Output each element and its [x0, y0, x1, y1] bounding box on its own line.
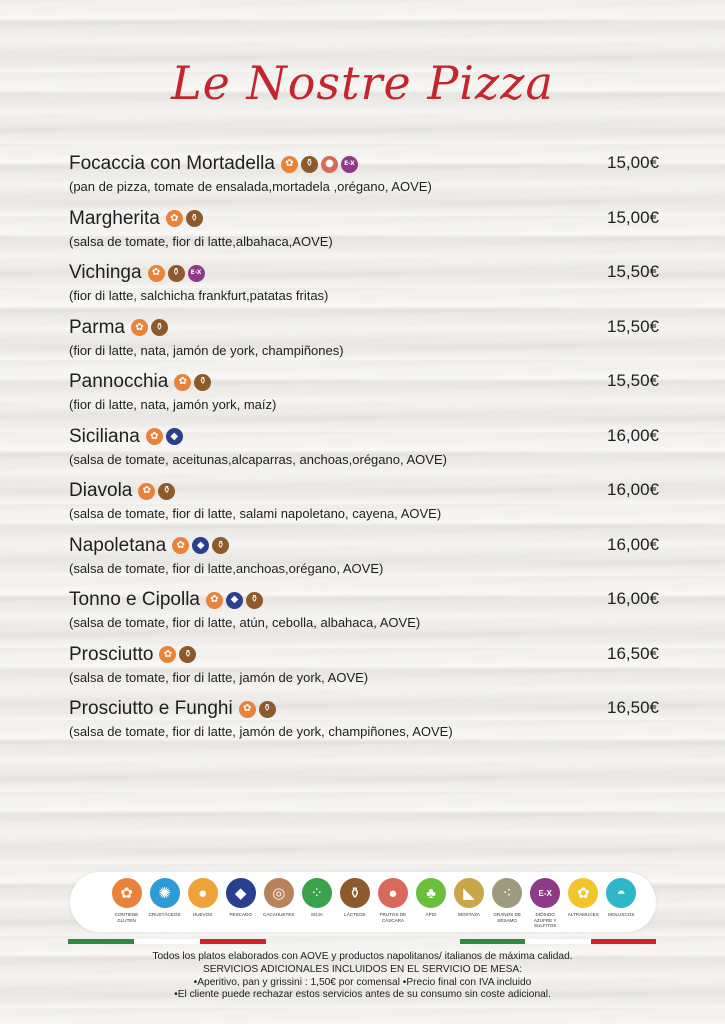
flag-stripe: [68, 939, 134, 944]
gluten-icon: ✿: [166, 210, 183, 227]
menu-item: [69, 695, 659, 750]
allergen-legend-item: [489, 878, 526, 932]
mustard-icon: ◣: [454, 878, 484, 908]
menu-item-header: [69, 368, 659, 396]
pizza-price: 15,00€: [607, 207, 659, 227]
fish-icon: ◆: [226, 878, 256, 908]
menu-item: [69, 532, 659, 587]
menu-item: [69, 423, 659, 478]
allergen-icons: [166, 210, 203, 227]
allergen-label: GRANOS DE SÉSAMO: [493, 912, 521, 923]
pizza-name: Diavola: [69, 480, 133, 501]
allergen-label: HUEVOS: [192, 912, 213, 917]
allergen-label: CRUSTÁCEOS: [148, 912, 181, 917]
dairy-icon: ⚱: [168, 265, 185, 282]
allergen-legend-item: [260, 878, 297, 932]
gluten-icon: ✿: [131, 319, 148, 336]
allergen-legend: [70, 872, 656, 932]
pizza-ingredients: (pan de pizza, tomate de ensalada,mortadela ,orégano, AOVE): [69, 179, 432, 194]
allergen-legend-item: [336, 878, 373, 932]
menu-item: [69, 150, 659, 205]
allergen-label: MOSTAZA: [458, 912, 480, 917]
allergen-icons: [146, 428, 183, 445]
pizza-ingredients: (salsa de tomate, fior di latte,anchoas,orégano, AOVE): [69, 560, 384, 576]
allergen-label: MOLUSCOS: [608, 912, 635, 917]
crustacean-icon: ✺: [150, 878, 180, 908]
menu-title: Le Nostre Pizza: [171, 56, 554, 110]
pizza-price: 15,00€: [607, 153, 659, 172]
dairy-icon: ⚱: [246, 592, 263, 609]
italian-flag-stripe-left: [68, 939, 266, 944]
allergen-legend-item: [184, 878, 221, 932]
allergen-label: SOJA: [310, 912, 323, 917]
gluten-icon: ✿: [159, 646, 176, 663]
pizza-name: Vichinga: [69, 262, 142, 283]
nuts-icon: ●: [378, 878, 408, 908]
egg-icon: ●: [188, 878, 218, 908]
menu-item-header: [69, 532, 659, 560]
nuts-icon: ●: [321, 156, 338, 173]
allergen-label: CACAHUETES: [263, 912, 295, 917]
pizza-name: Prosciutto e Funghi: [69, 698, 233, 719]
menu-item: [69, 586, 659, 641]
allergen-label: FRUTOS DE CÁSCARA: [379, 912, 407, 923]
menu-item-header: [69, 314, 659, 342]
dairy-icon: ⚱: [301, 156, 318, 173]
gluten-icon: ✿: [206, 592, 223, 609]
soy-icon: ⁘: [302, 878, 332, 908]
pizza-price: 15,50€: [607, 371, 659, 390]
menu-item: [69, 205, 659, 260]
allergen-legend-item: [413, 878, 450, 932]
pizza-ingredients: (salsa de tomate, fior di latte,albahaca,AOVE): [69, 233, 333, 249]
menu-item: [69, 477, 659, 532]
pizza-ingredients: (fior di latte, nata, jamón de york, champiñones): [69, 342, 344, 358]
allergen-legend-item: [222, 878, 259, 932]
fish-icon: ◆: [166, 428, 183, 445]
allergen-icons: [239, 701, 276, 718]
footer-line: SERVICIOS ADICIONALES INCLUIDOS EN EL SERVICIO DE MESA:: [202, 963, 523, 975]
gluten-icon: ✿: [148, 265, 165, 282]
allergen-legend-item: [108, 878, 145, 932]
menu-item: [69, 314, 659, 369]
dairy-icon: ⚱: [179, 646, 196, 663]
pizza-name: Pannocchia: [69, 371, 169, 392]
gluten-icon: ✿: [146, 428, 163, 445]
italian-flag-stripe-right: [460, 939, 656, 944]
flag-stripe: [460, 939, 525, 944]
allergen-legend-item: [451, 878, 488, 932]
allergen-legend-item: [527, 878, 564, 932]
pizza-price: 15,50€: [607, 262, 659, 281]
footer-line: •El cliente puede rechazar estos servicios antes de su consumo sin coste adicional.: [174, 989, 551, 1001]
menu-item: [69, 641, 659, 696]
pizza-price: 16,00€: [607, 589, 659, 608]
allergen-label: LÁCTEOS: [344, 912, 366, 917]
fish-icon: ◆: [192, 537, 209, 554]
allergen-icons: [174, 374, 211, 391]
footer-line: •Aperitivo, pan y grissini : 1,50€ por comensal •Precio final con IVA incluido: [193, 976, 532, 988]
pizza-price: 16,50€: [607, 643, 659, 663]
allergen-label: CONTIENE GLUTEN: [114, 912, 139, 923]
menu-item-header: [69, 641, 659, 669]
peanut-icon: ◎: [264, 878, 294, 908]
allergen-label: PESCADO: [229, 912, 252, 917]
menu-item: [69, 368, 659, 423]
mollusc-icon: ◓: [606, 878, 636, 908]
dairy-icon: ⚱: [194, 374, 211, 391]
pizza-ingredients: (salsa de tomate, fior di latte, atún, cebolla, albahaca, AOVE): [69, 615, 421, 630]
pizza-ingredients: (salsa de tomate, fior di latte, salami napoletano, cayena, AOVE): [69, 506, 442, 521]
dairy-icon: ⚱: [212, 537, 229, 554]
menu-item: [69, 259, 659, 314]
menu-item-header: [69, 150, 659, 178]
pizza-name: Prosciutto: [69, 643, 154, 665]
gluten-icon: ✿: [112, 878, 142, 908]
menu-item-header: [69, 695, 659, 723]
pizza-ingredients: (fior di latte, nata, jamón york, maíz): [69, 397, 277, 412]
allergen-icons: [131, 319, 168, 336]
allergen-label: APIO: [425, 912, 437, 917]
allergen-icons: [159, 646, 196, 663]
sulphites-icon: E-X: [341, 156, 358, 173]
flag-stripe: [200, 939, 266, 944]
gluten-icon: ✿: [281, 156, 298, 173]
pizza-ingredients: (salsa de tomate, aceitunas,alcaparras, anchoas,orégano, AOVE): [69, 451, 447, 467]
sulphites-icon: E-X: [188, 265, 205, 282]
fish-icon: ◆: [226, 592, 243, 609]
allergen-icons: [148, 265, 205, 282]
flag-stripe: [134, 939, 200, 944]
allergen-legend-item: [374, 878, 411, 932]
flag-stripe: [591, 939, 656, 944]
lupin-icon: ✿: [568, 878, 598, 908]
gluten-icon: ✿: [174, 374, 191, 391]
pizza-name: Napoletana: [69, 534, 167, 556]
pizza-price: 16,50€: [607, 698, 659, 717]
gluten-icon: ✿: [172, 537, 189, 554]
allergen-icons: [281, 156, 358, 173]
allergen-legend-item: [146, 878, 183, 932]
pizza-price: 16,00€: [607, 480, 659, 499]
allergen-legend-item: [565, 878, 602, 932]
dairy-icon: ⚱: [340, 878, 370, 908]
dairy-icon: ⚱: [158, 483, 175, 500]
pizza-ingredients: (salsa de tomate, fior di latte, jamón de york, champiñones, AOVE): [69, 724, 453, 739]
dairy-icon: ⚱: [186, 210, 203, 227]
pizza-price: 16,00€: [607, 425, 659, 445]
pizza-price: 16,00€: [607, 534, 659, 554]
sulphites-icon: E-X: [530, 878, 560, 908]
allergen-label: DIÓXIDO AZUFRE Y SULFITOS: [533, 912, 557, 928]
allergen-icons: [206, 592, 263, 609]
menu-item-header: [69, 586, 659, 614]
gluten-icon: ✿: [138, 483, 155, 500]
pizza-name: Siciliana: [69, 425, 140, 447]
celery-icon: ♣: [416, 878, 446, 908]
gluten-icon: ✿: [239, 701, 256, 718]
menu-item-header: [69, 423, 659, 451]
allergen-icons: [138, 483, 175, 500]
dairy-icon: ⚱: [151, 319, 168, 336]
pizza-price: 15,50€: [607, 316, 659, 336]
pizza-name: Parma: [69, 316, 125, 338]
footer-line: Todos los platos elaborados con AOVE y productos napolitanos/ italianos de máxima calidad.: [152, 951, 573, 962]
menu-item-header: [69, 259, 659, 287]
dairy-icon: ⚱: [259, 701, 276, 718]
allergen-icons: [172, 537, 229, 554]
footer-notes: [0, 951, 725, 1002]
pizza-name: Focaccia con Mortadella: [69, 153, 275, 174]
flag-stripe: [525, 939, 590, 944]
pizza-name: Margherita: [69, 207, 160, 229]
allergen-legend-item: [603, 878, 640, 932]
menu-item-header: [69, 477, 659, 505]
pizza-menu-list: [69, 150, 659, 750]
pizza-name: Tonno e Cipolla: [69, 589, 200, 610]
menu-item-header: [69, 205, 659, 233]
allergen-legend-item: [298, 878, 335, 932]
pizza-ingredients: (fior di latte, salchicha frankfurt,patatas fritas): [69, 288, 329, 303]
pizza-ingredients: (salsa de tomate, fior di latte, jamón de york, AOVE): [69, 669, 369, 685]
allergen-label: ALTRAMUCES: [567, 912, 599, 917]
sesame-icon: ⁖: [492, 878, 522, 908]
